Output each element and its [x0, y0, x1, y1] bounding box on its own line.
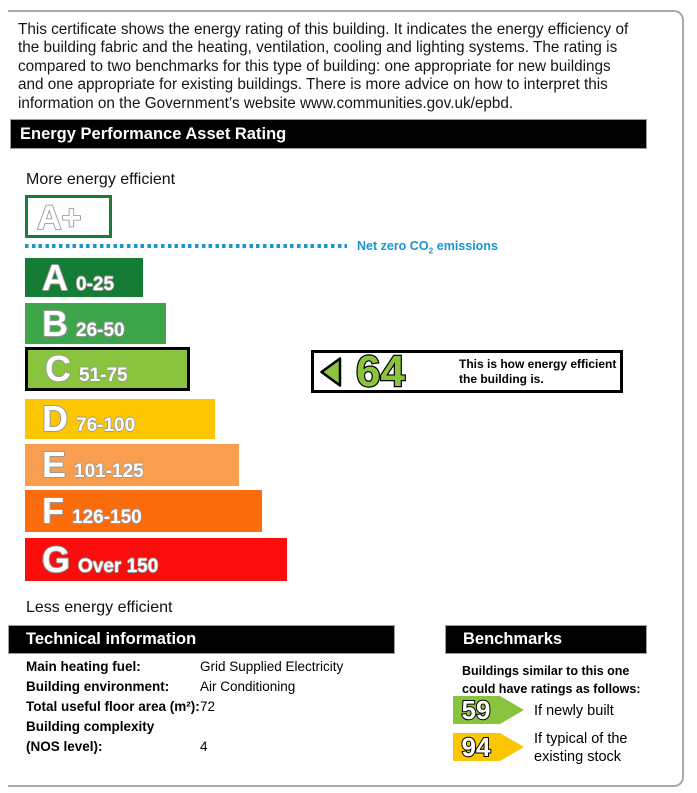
band-letter: A: [42, 257, 68, 298]
tech-row: [26, 699, 343, 719]
current-rating-arrow-icon: [320, 357, 342, 387]
band-b: [25, 303, 166, 344]
band-f: [25, 490, 262, 532]
tech-label: Main heating fuel:: [26, 659, 141, 674]
band-range: 26-50: [76, 320, 125, 341]
less-efficient-label: Less energy efficient: [26, 599, 173, 616]
net-zero-subscript: 2: [428, 245, 434, 256]
band-letter: C: [45, 348, 71, 389]
band-range: 0-25: [76, 274, 115, 295]
benchmarks-intro: Buildings similar to this one could have ratings as follows:: [462, 664, 641, 696]
section-header-technical: Technical information: [8, 625, 395, 654]
band-range: 101-125: [74, 461, 144, 482]
tech-label: Building complexity: [26, 719, 155, 734]
benchmark-value: 59: [461, 696, 491, 724]
tech-value: Air Conditioning: [200, 679, 296, 694]
band-c: [25, 347, 190, 391]
band-a: [25, 258, 143, 297]
benchmark-value: 94: [461, 733, 491, 761]
band-letter: E: [42, 444, 67, 485]
band-range: Over 150: [78, 556, 159, 577]
benchmark-label: If newly built: [534, 703, 614, 719]
net-zero-label: [357, 239, 498, 256]
band-letter: B: [42, 303, 68, 344]
band-letter: F: [42, 490, 64, 531]
benchmark-arrow-icon: [453, 733, 524, 761]
band-letter: G: [42, 539, 71, 580]
svg-text:64: 64: [356, 351, 405, 392]
technical-info-table: [26, 659, 343, 759]
band-a-plus: [25, 195, 112, 238]
section-header-benchmarks: Benchmarks: [445, 625, 647, 654]
tech-row: [26, 739, 343, 759]
benchmark-arrow-icon: [453, 696, 524, 724]
benchmark-label: If typical of the existing stock: [534, 731, 628, 765]
current-rating-value: [355, 352, 419, 392]
net-zero-prefix: Net zero CO: [357, 239, 429, 253]
current-rating-description: This is how energy efficient the building is.: [459, 356, 617, 386]
band-d: [25, 399, 215, 439]
tech-row: [26, 679, 343, 699]
intro-line: compared to two benchmarks for this type of building: one appropriate for new buildings: [18, 57, 611, 75]
tech-label: Total useful floor area (m²):: [26, 699, 200, 714]
svg-text:A+: A+: [37, 199, 82, 235]
tech-value: 4: [200, 739, 208, 754]
net-zero-dotted-line: [25, 244, 347, 248]
a-plus-outline-label: [28, 198, 109, 235]
band-range: 76-100: [76, 415, 136, 436]
band-range: 126-150: [72, 507, 142, 528]
intro-line: and one appropriate for existing buildings. There is more advice on how to interpret this: [18, 76, 608, 94]
tech-row: [26, 659, 343, 679]
tech-value: Grid Supplied Electricity: [200, 659, 344, 674]
tech-label: Building environment:: [26, 679, 170, 694]
tech-value: 72: [200, 699, 216, 714]
band-e: [25, 444, 239, 486]
intro-text: [18, 21, 682, 113]
current-rating-indicator: [311, 350, 623, 393]
band-range: 51-75: [79, 365, 128, 386]
intro-line: This certificate shows the energy rating of this building. It indicates the energy efficiency of: [18, 21, 629, 38]
more-efficient-label: More energy efficient: [26, 171, 176, 188]
intro-line: the building fabric and the heating, ventilation, cooling and lighting systems. The rating is: [18, 39, 618, 57]
band-g: [25, 538, 287, 581]
net-zero-suffix: emissions: [433, 239, 498, 253]
section-header-asset-rating: Energy Performance Asset Rating: [10, 119, 647, 149]
tech-row: [26, 719, 343, 739]
intro-line: information on the Government’s website www.communities.gov.uk/epbd.: [18, 94, 514, 112]
band-letter: D: [42, 398, 68, 439]
tech-label: (NOS level):: [26, 739, 103, 754]
